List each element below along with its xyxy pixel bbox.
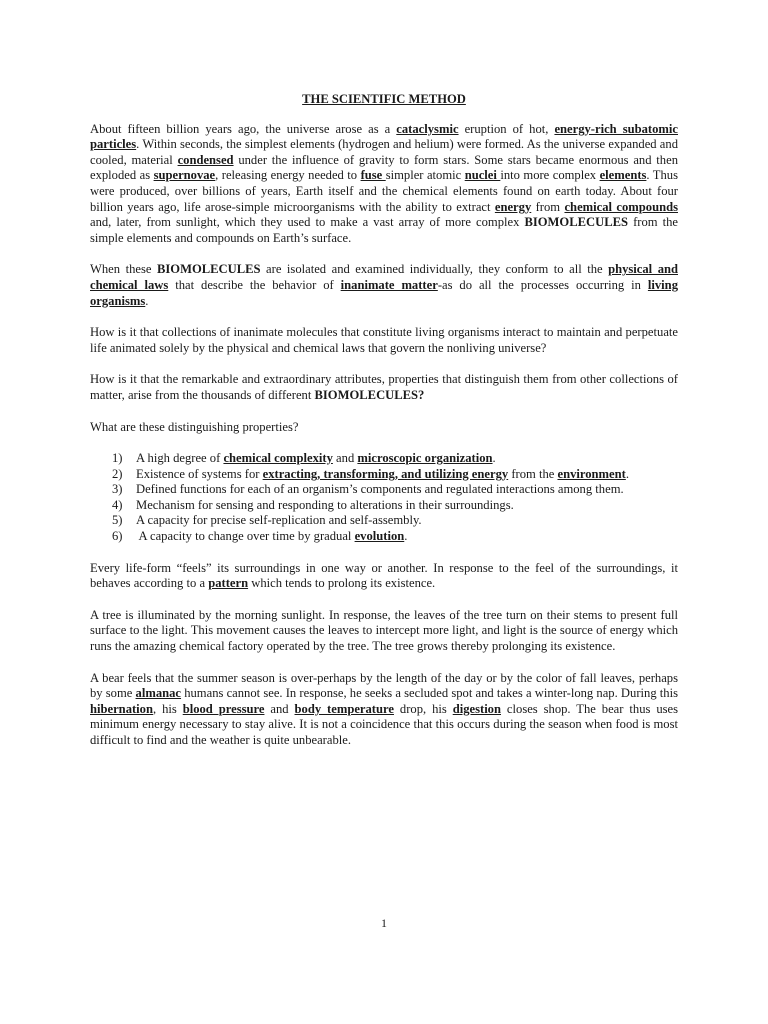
paragraph-biomolecules — [90, 262, 678, 309]
text-run: , releasing energy needed to — [215, 168, 361, 183]
page-number: 1 — [381, 916, 387, 930]
list-item-text — [136, 529, 407, 545]
text-run: . — [492, 451, 496, 466]
key-term: energy — [494, 199, 532, 214]
text-run: into more complex — [500, 168, 600, 183]
list-number: 3) — [112, 482, 123, 497]
text-run: from the simple elements and compounds on Earth’s surface. — [90, 215, 679, 245]
list-item-text: Mechanism for sensing and responding to alterations in their surroundings. — [136, 497, 514, 512]
key-term: digestion — [452, 701, 501, 716]
paragraph-question-attributes — [90, 372, 678, 403]
text-run: drop, his — [393, 701, 453, 716]
key-term: chemical compounds — [564, 199, 678, 214]
key-term: fuse — [360, 168, 386, 183]
text-run: eruption of hot, — [458, 121, 555, 136]
text-run: closes shop. The bear thus uses minimum energy necessary to stay alive. It is not a coincidence that this occurs during the season when food is most difficult to find and the weather is quite unbearable. — [90, 701, 679, 747]
list-item — [112, 482, 678, 498]
key-term: evolution — [354, 529, 405, 544]
text-run: from the — [508, 466, 558, 481]
list-number: 1) — [112, 451, 123, 466]
key-term: condensed — [177, 152, 234, 167]
text-run: humans cannot see. In response, he seeks a secluded spot and takes a winter-long nap. During this — [181, 686, 678, 701]
key-term: body temperature — [294, 701, 394, 716]
paragraph-question-inanimate: How is it that collections of inanimate molecules that constitute living organisms interact to maintain and perpetuate life animated solely by the physical and chemical laws that govern the nonliving universe? — [90, 325, 678, 355]
text-run: A bear feels that the summer season is over-perhaps by the length of the day or by the color of fall leaves, perhaps by some — [90, 670, 678, 701]
text-run: and — [264, 701, 295, 716]
key-term: supernovae — [153, 168, 216, 183]
text-run: . — [625, 466, 629, 481]
bold-term: BIOMOLECULES — [524, 215, 629, 230]
paragraph-origin-of-universe — [90, 122, 678, 247]
text-run: When these — [90, 262, 157, 277]
list-item — [112, 451, 678, 467]
key-term: energy-rich subatomic particles — [90, 121, 679, 152]
key-term: pattern — [208, 576, 249, 591]
text-run: . Thus were produced, over billions of years, Earth itself and the chemical elements found on earth today. About four billion years ago, life arose-simple microorganisms with the ability to extract — [90, 168, 678, 214]
text-run: . Within seconds, the simplest elements (hydrogen and helium) were formed. As the universe expanded and cooled, material — [90, 137, 678, 167]
list-number: 6) — [112, 529, 123, 544]
key-term: blood pressure — [182, 701, 265, 716]
list-number: 4) — [112, 497, 123, 512]
paragraph-bear-example — [90, 671, 678, 749]
list-item-text: Defined functions for each of an organism’s components and regulated interactions among them. — [136, 482, 624, 497]
key-term: extracting, transforming, and utilizing energy — [262, 466, 509, 481]
paragraph-distinguishing-properties: What are these distinguishing properties? — [90, 419, 299, 434]
text-run: , his — [152, 701, 183, 716]
paragraph-life-form-feels — [90, 561, 678, 592]
text-run: under the influence of gravity to form stars. Some stars became enormous and then exploded as — [90, 152, 678, 183]
key-term: microscopic organization — [357, 451, 493, 466]
key-term: hibernation — [90, 701, 153, 716]
text-run: About fifteen billion years ago, the universe arose as a — [90, 121, 397, 136]
list-item — [112, 467, 678, 483]
text-run: . — [145, 293, 149, 308]
page-content — [90, 92, 678, 765]
text-run: that describe the behavior of — [168, 277, 341, 292]
text-run: Existence of systems for — [136, 466, 263, 481]
document-title: THE SCIENTIFIC METHOD — [302, 92, 466, 106]
text-run: simpler atomic — [385, 168, 465, 183]
key-term: elements — [599, 168, 647, 183]
key-term: nuclei — [464, 168, 501, 183]
text-run: from — [531, 199, 565, 214]
text-run: . — [404, 529, 408, 544]
properties-list — [90, 451, 678, 545]
list-item-text — [136, 467, 629, 483]
text-run: and — [332, 451, 358, 466]
paragraph-tree-example: A tree is illuminated by the morning sunlight. In response, the leaves of the tree turn on their stems to present full surface to the light. This movement causes the leaves to intercept more light, and light is the source of energy which runs the amazing chemical factory operated by the tree. The tree grows thereby prolonging its existence. — [90, 607, 678, 654]
key-term: environment — [557, 466, 626, 481]
bold-term: BIOMOLECULES? — [314, 387, 425, 402]
text-run: Every life-form “feels” its surroundings in one way or another. In response to the feel of the surroundings, it behaves according to a — [90, 560, 678, 591]
key-term: cataclysmic — [396, 121, 459, 136]
text-run: and, later, from sunlight, which they used to make a vast array of more complex — [90, 215, 525, 230]
list-item — [112, 498, 678, 514]
key-term: inanimate matter — [340, 277, 438, 292]
list-item-text — [136, 451, 496, 467]
text-run: How is it that the remarkable and extraordinary attributes, properties that distinguish them from other collections of matter, arise from the thousands of different — [90, 372, 678, 402]
key-term: chemical complexity — [223, 451, 333, 466]
text-run: are isolated and examined individually, they conform to all the — [260, 262, 609, 277]
key-term: physical and chemical laws — [90, 262, 678, 292]
text-run: which tends to prolong its existence. — [248, 576, 436, 591]
list-item-text: A capacity for precise self-replication and self-assembly. — [136, 513, 422, 528]
list-item — [112, 513, 678, 529]
list-number: 2) — [112, 466, 123, 481]
list-number: 5) — [112, 513, 123, 528]
bold-term: BIOMOLECULES — [156, 262, 261, 277]
text-run: A capacity to change over time by gradual — [136, 529, 355, 544]
text-run: A high degree of — [136, 451, 224, 466]
key-term: almanac — [135, 686, 182, 701]
text-run: -as do all the processes occurring in — [437, 277, 648, 292]
list-item — [112, 529, 678, 545]
key-term: living organisms — [90, 277, 678, 308]
